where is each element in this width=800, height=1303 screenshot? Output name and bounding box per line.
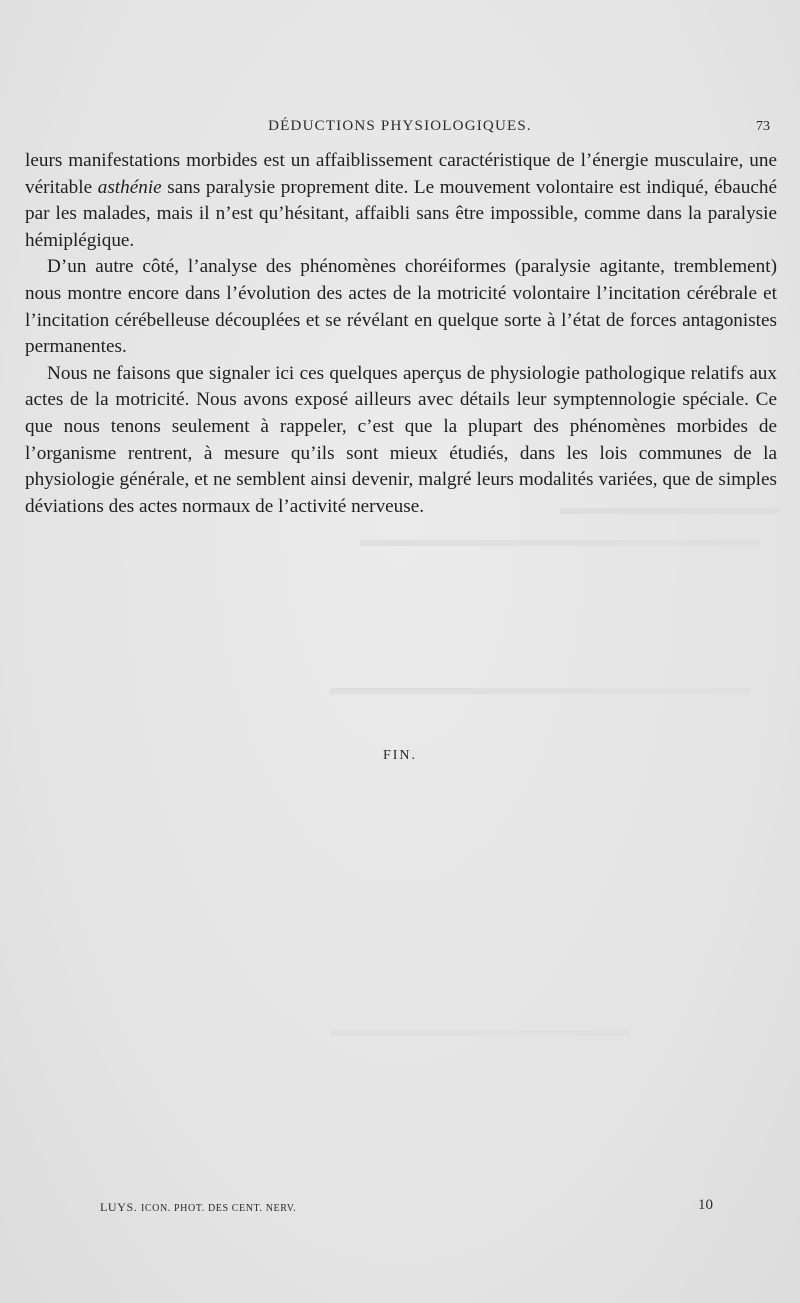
show-through-band-2 <box>360 540 760 546</box>
page-number: 73 <box>756 119 770 134</box>
end-mark: FIN. <box>382 748 418 763</box>
footer-short-title: ICON. PHOT. DES CENT. NERV. <box>140 1203 297 1214</box>
paragraph-1-part-2: sans paralysie proprement dite. Le mouvement volontaire est indiqué, ébauché par les malades, mais il n’est qu’hésitant, affaibli sans être impossible, comme dans la paralysie hémiplégique. <box>25 176 778 251</box>
paragraph-2: D’un autre côté, l’analyse des phénomènes choréiformes (paralysie agitante, tremblement) nous montre encore dans l’évolution des actes de la motricité volontaire l’incitation cérébrale et l’incitation cérébelleuse découplées et se révélant en quelque sorte à l’état de forces antagonistes permanentes. <box>25 256 777 358</box>
paragraph-3: Nous ne faisons que signaler ici ces quelques aperçus de physiologie pathologique relatifs aux actes de la motricité. Nous avons exposé ailleurs avec détails leur symptennologie spéciale. Ce que nous tenons seulement à rappeler, c’est que la plupart des phénomènes morbides de l’organisme rentrent, à mesure qu’ils sont mieux étudiés, dans les lois communes de la physiologie générale, et ne semblent ainsi devenir, malgré leurs modalités variées, que de simples déviations des actes normaux de l’activité nerveuse. <box>25 362 777 517</box>
footer-author: LUYS. <box>100 1200 138 1214</box>
running-head <box>0 118 800 140</box>
paragraph-1-emphasis: asthénie <box>97 176 162 198</box>
footer-signature-mark: 10 <box>698 1197 713 1213</box>
footer-signature-line <box>100 1200 296 1215</box>
paragraph-1-part-1: leurs manifestations morbides est un affaiblissement caractéristique de l’énergie musculaire, une véritable <box>25 150 777 198</box>
show-through-band-3 <box>330 688 750 694</box>
running-title: DÉDUCTIONS PHYSIOLOGIQUES. <box>268 118 532 134</box>
show-through-band-4 <box>330 1030 630 1036</box>
paragraph-1 <box>25 148 777 254</box>
body-text <box>25 148 777 520</box>
